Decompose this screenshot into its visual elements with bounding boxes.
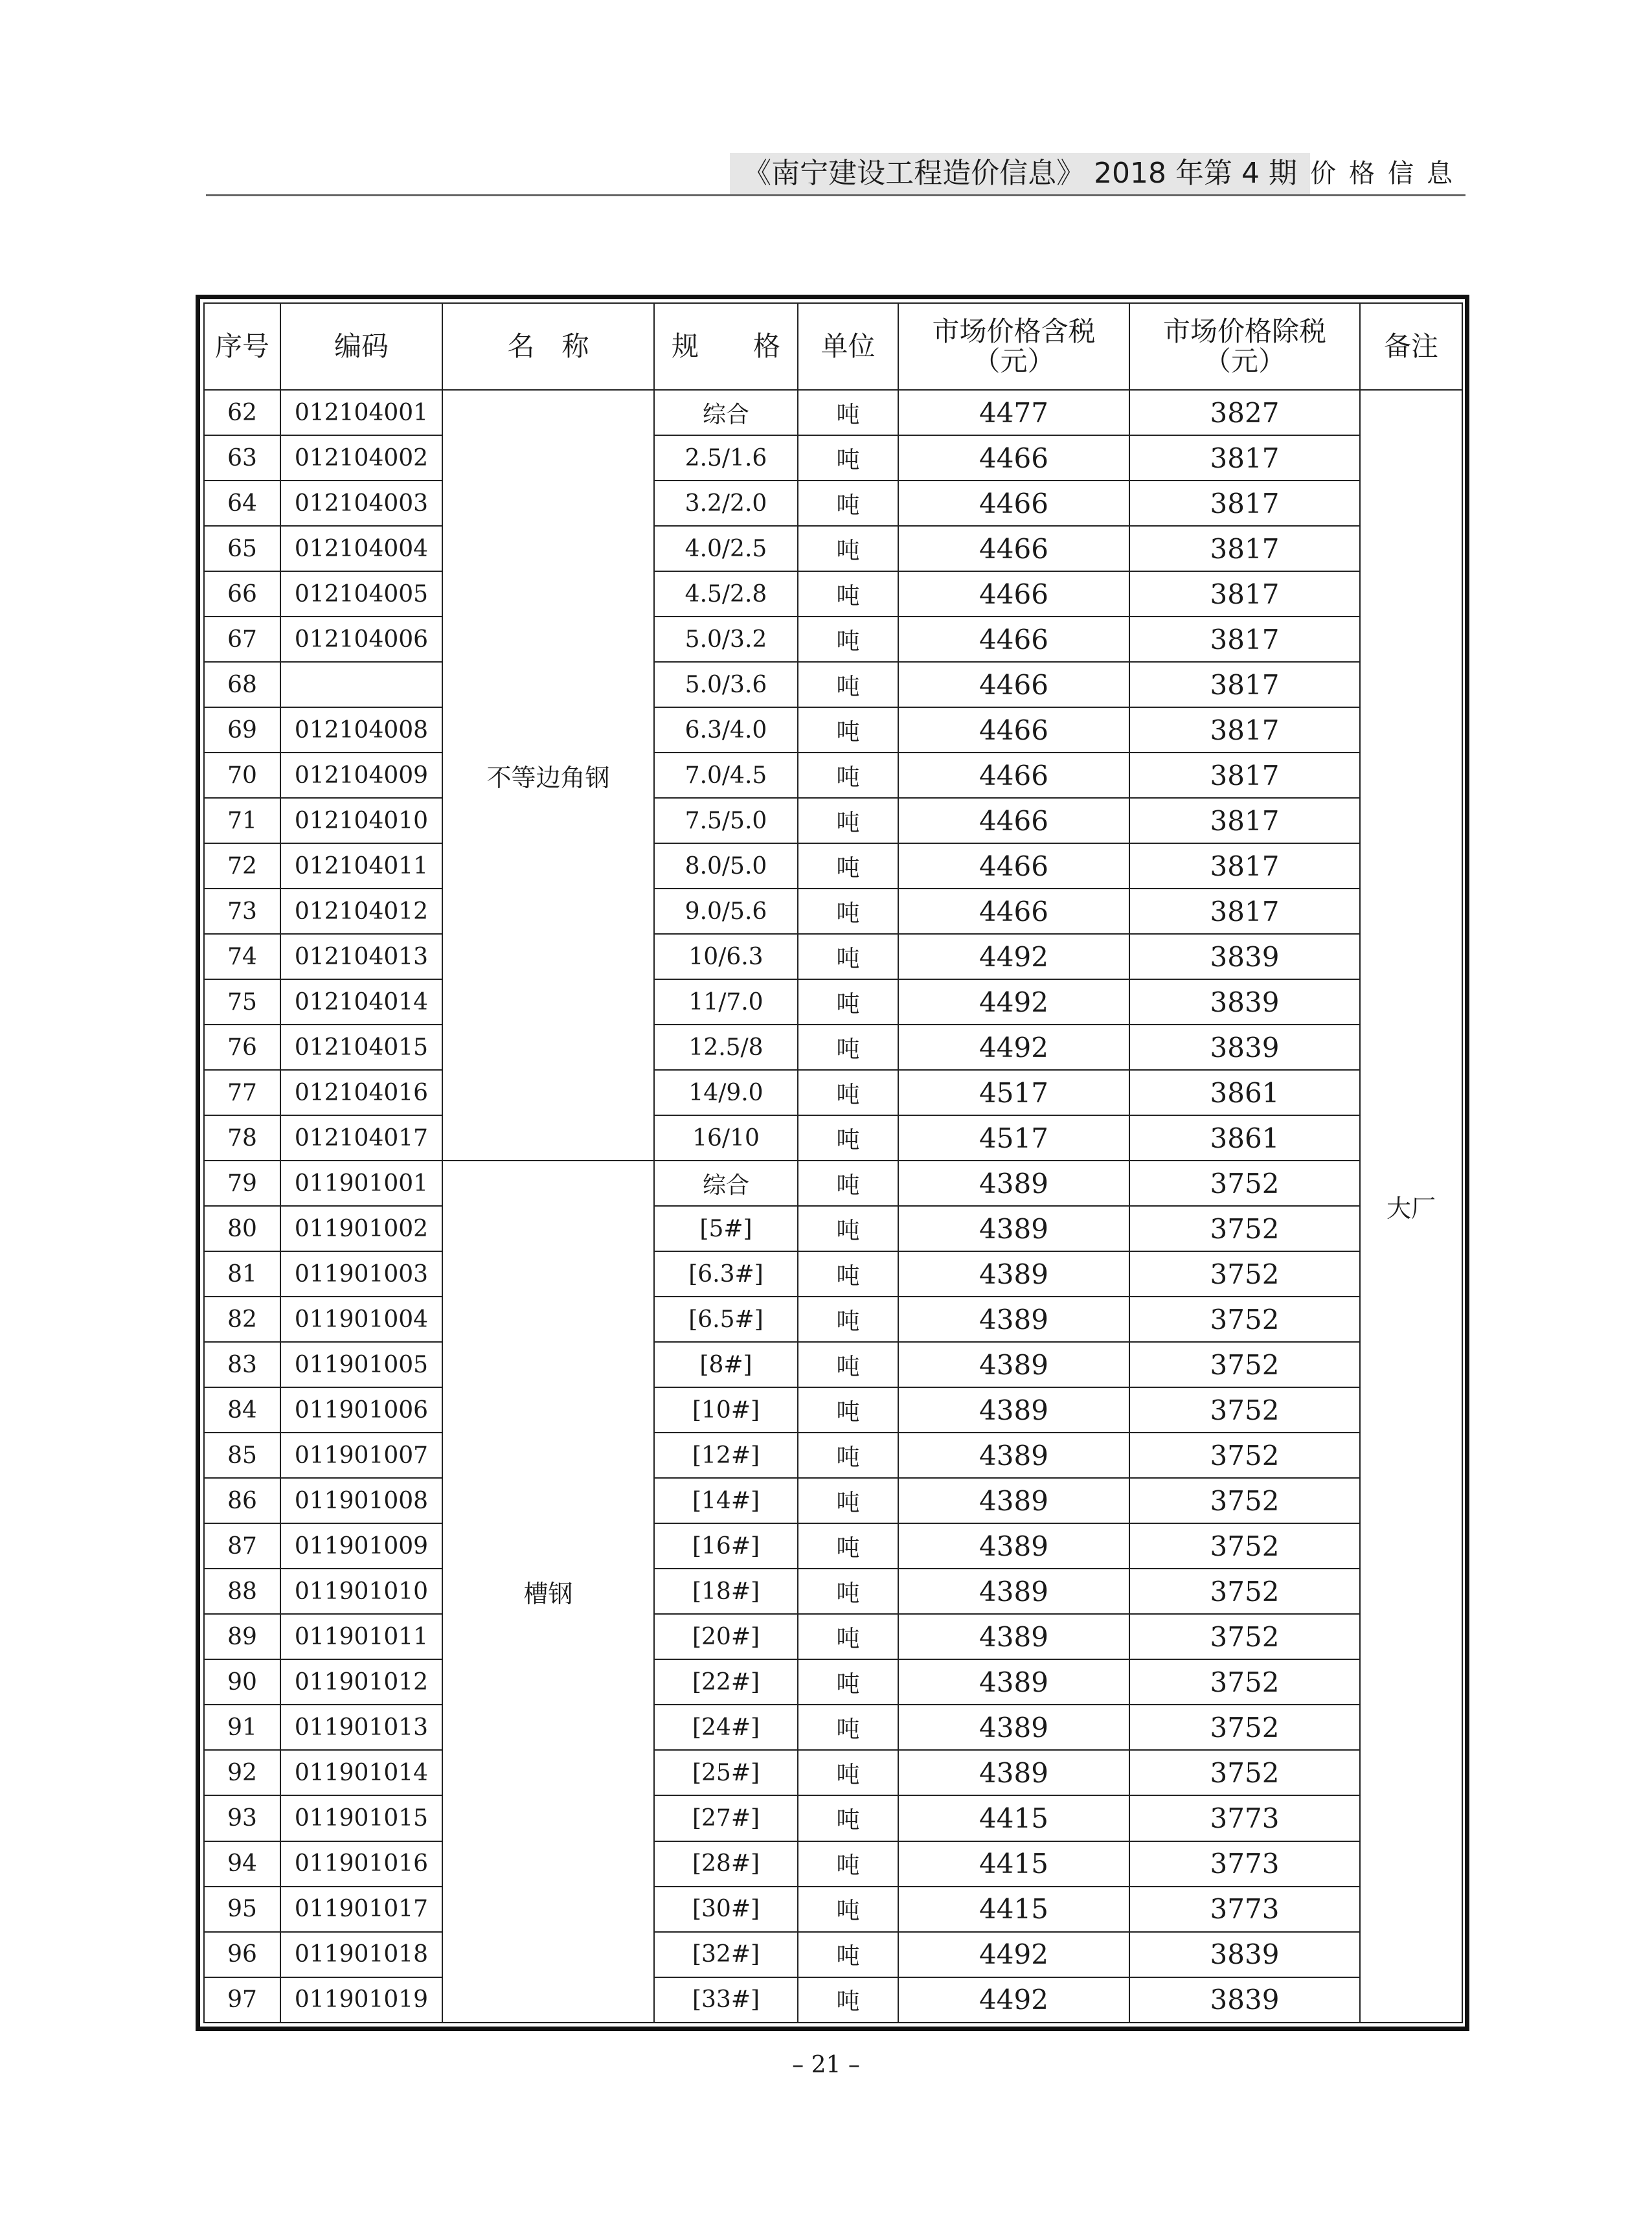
cell-code: 012104010: [280, 798, 442, 843]
cell-code: 011901005: [280, 1342, 442, 1387]
cell-price-notax: 3817: [1129, 435, 1360, 481]
table-row: [204, 1206, 1462, 1251]
cell-price-tax: 4389: [898, 1342, 1129, 1387]
cell-spec: 7.5/5.0: [654, 798, 798, 843]
cell-price-notax: 3752: [1129, 1433, 1360, 1478]
cell-code: 011901007: [280, 1433, 442, 1478]
cell-unit: 吨: [798, 1841, 898, 1887]
cell-price-notax: 3817: [1129, 798, 1360, 843]
cell-code: 011901004: [280, 1297, 442, 1342]
cell-price-notax: 3817: [1129, 889, 1360, 934]
cell-spec: 综合: [654, 1161, 798, 1206]
cell-code: 012104009: [280, 753, 442, 798]
table-row: [204, 1433, 1462, 1478]
cell-price-notax: 3752: [1129, 1750, 1360, 1795]
cell-price-tax: 4492: [898, 1977, 1129, 2023]
cell-price-tax: 4466: [898, 617, 1129, 662]
cell-price-tax: 4389: [898, 1387, 1129, 1433]
cell-code: 012104014: [280, 979, 442, 1025]
cell-spec: 5.0/3.2: [654, 617, 798, 662]
table-row: [204, 526, 1462, 571]
cell-price-notax: 3752: [1129, 1387, 1360, 1433]
cell-code: 011901003: [280, 1251, 442, 1297]
table-row: [204, 1841, 1462, 1887]
cell-code: 012104001: [280, 390, 442, 435]
header-name: 名 称: [442, 303, 654, 390]
table-row: [204, 1614, 1462, 1659]
cell-seq: 79: [204, 1161, 280, 1206]
cell-spec: [30#]: [654, 1887, 798, 1932]
table-row: [204, 1161, 1462, 1206]
table-row: [204, 798, 1462, 843]
cell-price-notax: 3752: [1129, 1206, 1360, 1251]
header-code: 编码: [280, 303, 442, 390]
cell-seq: 81: [204, 1251, 280, 1297]
cell-spec: [16#]: [654, 1523, 798, 1569]
cell-seq: 70: [204, 753, 280, 798]
cell-seq: 63: [204, 435, 280, 481]
cell-spec: 6.3/4.0: [654, 707, 798, 753]
cell-unit: 吨: [798, 1297, 898, 1342]
cell-spec: 4.5/2.8: [654, 571, 798, 617]
table-row: [204, 889, 1462, 934]
cell-code: 011901013: [280, 1705, 442, 1750]
cell-price-tax: 4389: [898, 1523, 1129, 1569]
cell-spec: 5.0/3.6: [654, 662, 798, 707]
cell-code: 012104015: [280, 1025, 442, 1070]
cell-unit: 吨: [798, 798, 898, 843]
cell-seq: 68: [204, 662, 280, 707]
cell-price-tax: 4389: [898, 1659, 1129, 1705]
cell-seq: 97: [204, 1977, 280, 2023]
cell-seq: 91: [204, 1705, 280, 1750]
cell-code: 011901009: [280, 1523, 442, 1569]
cell-price-tax: 4466: [898, 753, 1129, 798]
cell-unit: 吨: [798, 1659, 898, 1705]
cell-price-notax: 3752: [1129, 1569, 1360, 1614]
cell-code: 012104011: [280, 843, 442, 889]
table-row: [204, 1115, 1462, 1161]
cell-price-notax: 3817: [1129, 843, 1360, 889]
cell-seq: 92: [204, 1750, 280, 1795]
cell-unit: 吨: [798, 435, 898, 481]
cell-unit: 吨: [798, 1977, 898, 2023]
cell-spec: 12.5/8: [654, 1025, 798, 1070]
cell-unit: 吨: [798, 979, 898, 1025]
cell-spec: [10#]: [654, 1387, 798, 1433]
table-body: [204, 390, 1462, 2023]
cell-unit: 吨: [798, 1750, 898, 1795]
cell-price-tax: 4492: [898, 1025, 1129, 1070]
page-header: [206, 149, 1465, 196]
cell-price-notax: 3839: [1129, 1932, 1360, 1977]
cell-seq: 66: [204, 571, 280, 617]
table-header-row: [204, 303, 1462, 390]
cell-seq: 72: [204, 843, 280, 889]
cell-price-tax: 4389: [898, 1614, 1129, 1659]
cell-price-notax: 3752: [1129, 1614, 1360, 1659]
cell-code: 011901017: [280, 1887, 442, 1932]
cell-seq: 73: [204, 889, 280, 934]
cell-spec: [8#]: [654, 1342, 798, 1387]
cell-price-notax: 3817: [1129, 571, 1360, 617]
cell-spec: 7.0/4.5: [654, 753, 798, 798]
cell-seq: 82: [204, 1297, 280, 1342]
cell-unit: 吨: [798, 934, 898, 979]
cell-price-notax: 3752: [1129, 1297, 1360, 1342]
header-seq: 序号: [204, 303, 280, 390]
table-row: [204, 1070, 1462, 1115]
cell-seq: 85: [204, 1433, 280, 1478]
cell-spec: [32#]: [654, 1932, 798, 1977]
cell-code: 012104008: [280, 707, 442, 753]
cell-price-tax: 4492: [898, 934, 1129, 979]
cell-price-notax: 3817: [1129, 481, 1360, 526]
table-row: [204, 843, 1462, 889]
cell-unit: 吨: [798, 1206, 898, 1251]
cell-seq: 84: [204, 1387, 280, 1433]
cell-unit: 吨: [798, 753, 898, 798]
cell-code: 012104006: [280, 617, 442, 662]
cell-seq: 86: [204, 1478, 280, 1523]
cell-spec: [22#]: [654, 1659, 798, 1705]
header-price-notax-line2: （元）: [1203, 345, 1285, 377]
cell-spec: [28#]: [654, 1841, 798, 1887]
table-row: [204, 390, 1462, 435]
table-row: [204, 753, 1462, 798]
cell-spec: [25#]: [654, 1750, 798, 1795]
cell-price-notax: 3817: [1129, 617, 1360, 662]
cell-seq: 80: [204, 1206, 280, 1251]
table-row: [204, 934, 1462, 979]
cell-unit: 吨: [798, 390, 898, 435]
cell-unit: 吨: [798, 843, 898, 889]
cell-spec: 16/10: [654, 1115, 798, 1161]
cell-price-tax: 4389: [898, 1206, 1129, 1251]
cell-seq: 94: [204, 1841, 280, 1887]
cell-code: 012104003: [280, 481, 442, 526]
cell-code: 012104013: [280, 934, 442, 979]
price-table-frame: [196, 295, 1469, 2031]
cell-spec: 4.0/2.5: [654, 526, 798, 571]
cell-name: 不等边角钢: [442, 390, 654, 1161]
table-row: [204, 707, 1462, 753]
cell-price-notax: 3817: [1129, 662, 1360, 707]
table-row: [204, 435, 1462, 481]
cell-seq: 75: [204, 979, 280, 1025]
cell-seq: 62: [204, 390, 280, 435]
header-unit: 单位: [798, 303, 898, 390]
cell-spec: 10/6.3: [654, 934, 798, 979]
cell-spec: [33#]: [654, 1977, 798, 2023]
cell-price-tax: 4466: [898, 843, 1129, 889]
table-row: [204, 481, 1462, 526]
cell-code: 012104017: [280, 1115, 442, 1161]
header-price-tax-line2: （元）: [973, 345, 1055, 377]
cell-price-notax: 3817: [1129, 707, 1360, 753]
cell-code: 012104016: [280, 1070, 442, 1115]
cell-spec: [6.3#]: [654, 1251, 798, 1297]
cell-spec: 9.0/5.6: [654, 889, 798, 934]
cell-unit: 吨: [798, 1070, 898, 1115]
cell-unit: 吨: [798, 1614, 898, 1659]
cell-price-tax: 4466: [898, 526, 1129, 571]
cell-spec: 综合: [654, 390, 798, 435]
cell-price-tax: 4492: [898, 979, 1129, 1025]
cell-price-tax: 4415: [898, 1795, 1129, 1841]
cell-code: 011901002: [280, 1206, 442, 1251]
cell-spec: 8.0/5.0: [654, 843, 798, 889]
cell-unit: 吨: [798, 889, 898, 934]
cell-seq: 93: [204, 1795, 280, 1841]
cell-price-notax: 3773: [1129, 1841, 1360, 1887]
cell-spec: 11/7.0: [654, 979, 798, 1025]
cell-spec: [20#]: [654, 1614, 798, 1659]
cell-unit: 吨: [798, 662, 898, 707]
cell-price-notax: 3752: [1129, 1659, 1360, 1705]
cell-code: 011901018: [280, 1932, 442, 1977]
cell-price-tax: 4492: [898, 1932, 1129, 1977]
cell-code: [280, 662, 442, 707]
cell-unit: 吨: [798, 1795, 898, 1841]
cell-price-notax: 3773: [1129, 1887, 1360, 1932]
cell-price-notax: 3752: [1129, 1342, 1360, 1387]
cell-code: 011901010: [280, 1569, 442, 1614]
cell-unit: 吨: [798, 1887, 898, 1932]
header-spec: 规 格: [654, 303, 798, 390]
cell-price-notax: 3752: [1129, 1705, 1360, 1750]
cell-price-notax: 3817: [1129, 753, 1360, 798]
cell-remark: 大厂: [1360, 390, 1462, 2023]
cell-name: 槽钢: [442, 1161, 654, 2023]
cell-unit: 吨: [798, 1342, 898, 1387]
table-row: [204, 1297, 1462, 1342]
cell-seq: 96: [204, 1932, 280, 1977]
cell-code: 011901015: [280, 1795, 442, 1841]
cell-price-notax: 3839: [1129, 1977, 1360, 2023]
cell-seq: 88: [204, 1569, 280, 1614]
cell-price-notax: 3839: [1129, 1025, 1360, 1070]
table-row: [204, 1887, 1462, 1932]
cell-code: 011901008: [280, 1478, 442, 1523]
table-row: [204, 617, 1462, 662]
cell-unit: 吨: [798, 617, 898, 662]
table-row: [204, 1795, 1462, 1841]
cell-seq: 77: [204, 1070, 280, 1115]
cell-seq: 67: [204, 617, 280, 662]
cell-unit: 吨: [798, 1569, 898, 1614]
cell-price-tax: 4466: [898, 889, 1129, 934]
table-row: [204, 1705, 1462, 1750]
table-row: [204, 1569, 1462, 1614]
cell-price-notax: 3773: [1129, 1795, 1360, 1841]
page-number: – 21 –: [792, 2052, 860, 2078]
cell-price-tax: 4389: [898, 1161, 1129, 1206]
cell-spec: [6.5#]: [654, 1297, 798, 1342]
cell-seq: 65: [204, 526, 280, 571]
cell-price-notax: 3817: [1129, 526, 1360, 571]
header-price-notax: [1129, 303, 1360, 390]
cell-seq: 87: [204, 1523, 280, 1569]
table-row: [204, 1478, 1462, 1523]
table-row: [204, 1342, 1462, 1387]
section-label: 价格信息: [1310, 159, 1465, 188]
cell-unit: 吨: [798, 1161, 898, 1206]
cell-price-tax: 4517: [898, 1115, 1129, 1161]
cell-price-notax: 3752: [1129, 1251, 1360, 1297]
table-row: [204, 1251, 1462, 1297]
cell-code: 011901014: [280, 1750, 442, 1795]
table-row: [204, 1523, 1462, 1569]
cell-code: 011901016: [280, 1841, 442, 1887]
cell-price-tax: 4466: [898, 435, 1129, 481]
header-price-tax: [898, 303, 1129, 390]
header-rule: [206, 194, 1465, 196]
cell-unit: 吨: [798, 571, 898, 617]
cell-seq: 71: [204, 798, 280, 843]
cell-price-tax: 4389: [898, 1251, 1129, 1297]
cell-code: 011901012: [280, 1659, 442, 1705]
cell-unit: 吨: [798, 526, 898, 571]
cell-unit: 吨: [798, 1433, 898, 1478]
cell-price-tax: 4389: [898, 1478, 1129, 1523]
cell-price-notax: 3861: [1129, 1115, 1360, 1161]
cell-price-tax: 4415: [898, 1887, 1129, 1932]
cell-unit: 吨: [798, 1478, 898, 1523]
table-row: [204, 571, 1462, 617]
cell-seq: 76: [204, 1025, 280, 1070]
cell-unit: 吨: [798, 707, 898, 753]
cell-code: 011901019: [280, 1977, 442, 2023]
cell-price-tax: 4466: [898, 481, 1129, 526]
cell-code: 012104005: [280, 571, 442, 617]
cell-price-notax: 3752: [1129, 1478, 1360, 1523]
cell-price-tax: 4477: [898, 390, 1129, 435]
cell-price-tax: 4466: [898, 798, 1129, 843]
table-row: [204, 1659, 1462, 1705]
table-row: [204, 1977, 1462, 2023]
cell-unit: 吨: [798, 1523, 898, 1569]
table-row: [204, 1387, 1462, 1433]
cell-price-tax: 4389: [898, 1297, 1129, 1342]
cell-spec: 14/9.0: [654, 1070, 798, 1115]
price-table: [203, 302, 1463, 2023]
cell-seq: 78: [204, 1115, 280, 1161]
cell-seq: 74: [204, 934, 280, 979]
cell-spec: 2.5/1.6: [654, 435, 798, 481]
cell-price-tax: 4466: [898, 662, 1129, 707]
table-row: [204, 1025, 1462, 1070]
cell-spec: 3.2/2.0: [654, 481, 798, 526]
cell-unit: 吨: [798, 1115, 898, 1161]
cell-unit: 吨: [798, 1932, 898, 1977]
cell-unit: 吨: [798, 481, 898, 526]
cell-seq: 64: [204, 481, 280, 526]
cell-spec: [14#]: [654, 1478, 798, 1523]
cell-spec: [24#]: [654, 1705, 798, 1750]
cell-spec: [5#]: [654, 1206, 798, 1251]
cell-unit: 吨: [798, 1387, 898, 1433]
cell-spec: [27#]: [654, 1795, 798, 1841]
table-row: [204, 1750, 1462, 1795]
cell-price-tax: 4389: [898, 1433, 1129, 1478]
cell-unit: 吨: [798, 1705, 898, 1750]
cell-code: 011901011: [280, 1614, 442, 1659]
cell-code: 012104002: [280, 435, 442, 481]
table-row: [204, 662, 1462, 707]
cell-price-notax: 3839: [1129, 934, 1360, 979]
cell-price-notax: 3839: [1129, 979, 1360, 1025]
cell-seq: 69: [204, 707, 280, 753]
cell-price-notax: 3861: [1129, 1070, 1360, 1115]
cell-spec: [18#]: [654, 1569, 798, 1614]
cell-seq: 90: [204, 1659, 280, 1705]
cell-code: 011901001: [280, 1161, 442, 1206]
cell-spec: [12#]: [654, 1433, 798, 1478]
cell-unit: 吨: [798, 1251, 898, 1297]
cell-price-tax: 4466: [898, 571, 1129, 617]
header-price-notax-line1: 市场价格除税: [1162, 315, 1326, 347]
cell-code: 012104012: [280, 889, 442, 934]
cell-seq: 95: [204, 1887, 280, 1932]
cell-price-tax: 4415: [898, 1841, 1129, 1887]
cell-price-tax: 4466: [898, 707, 1129, 753]
header-price-tax-line1: 市场价格含税: [932, 315, 1096, 347]
cell-price-tax: 4389: [898, 1705, 1129, 1750]
cell-price-notax: 3827: [1129, 390, 1360, 435]
cell-seq: 83: [204, 1342, 280, 1387]
cell-code: 012104004: [280, 526, 442, 571]
header-remark: 备注: [1360, 303, 1462, 390]
cell-seq: 89: [204, 1614, 280, 1659]
cell-unit: 吨: [798, 1025, 898, 1070]
cell-price-tax: 4517: [898, 1070, 1129, 1115]
cell-price-notax: 3752: [1129, 1523, 1360, 1569]
table-row: [204, 1932, 1462, 1977]
publication-title: 《南宁建设工程造价信息》 2018 年第 4 期: [730, 153, 1310, 194]
cell-code: 011901006: [280, 1387, 442, 1433]
cell-price-tax: 4389: [898, 1750, 1129, 1795]
table-row: [204, 979, 1462, 1025]
cell-price-notax: 3752: [1129, 1161, 1360, 1206]
cell-price-tax: 4389: [898, 1569, 1129, 1614]
